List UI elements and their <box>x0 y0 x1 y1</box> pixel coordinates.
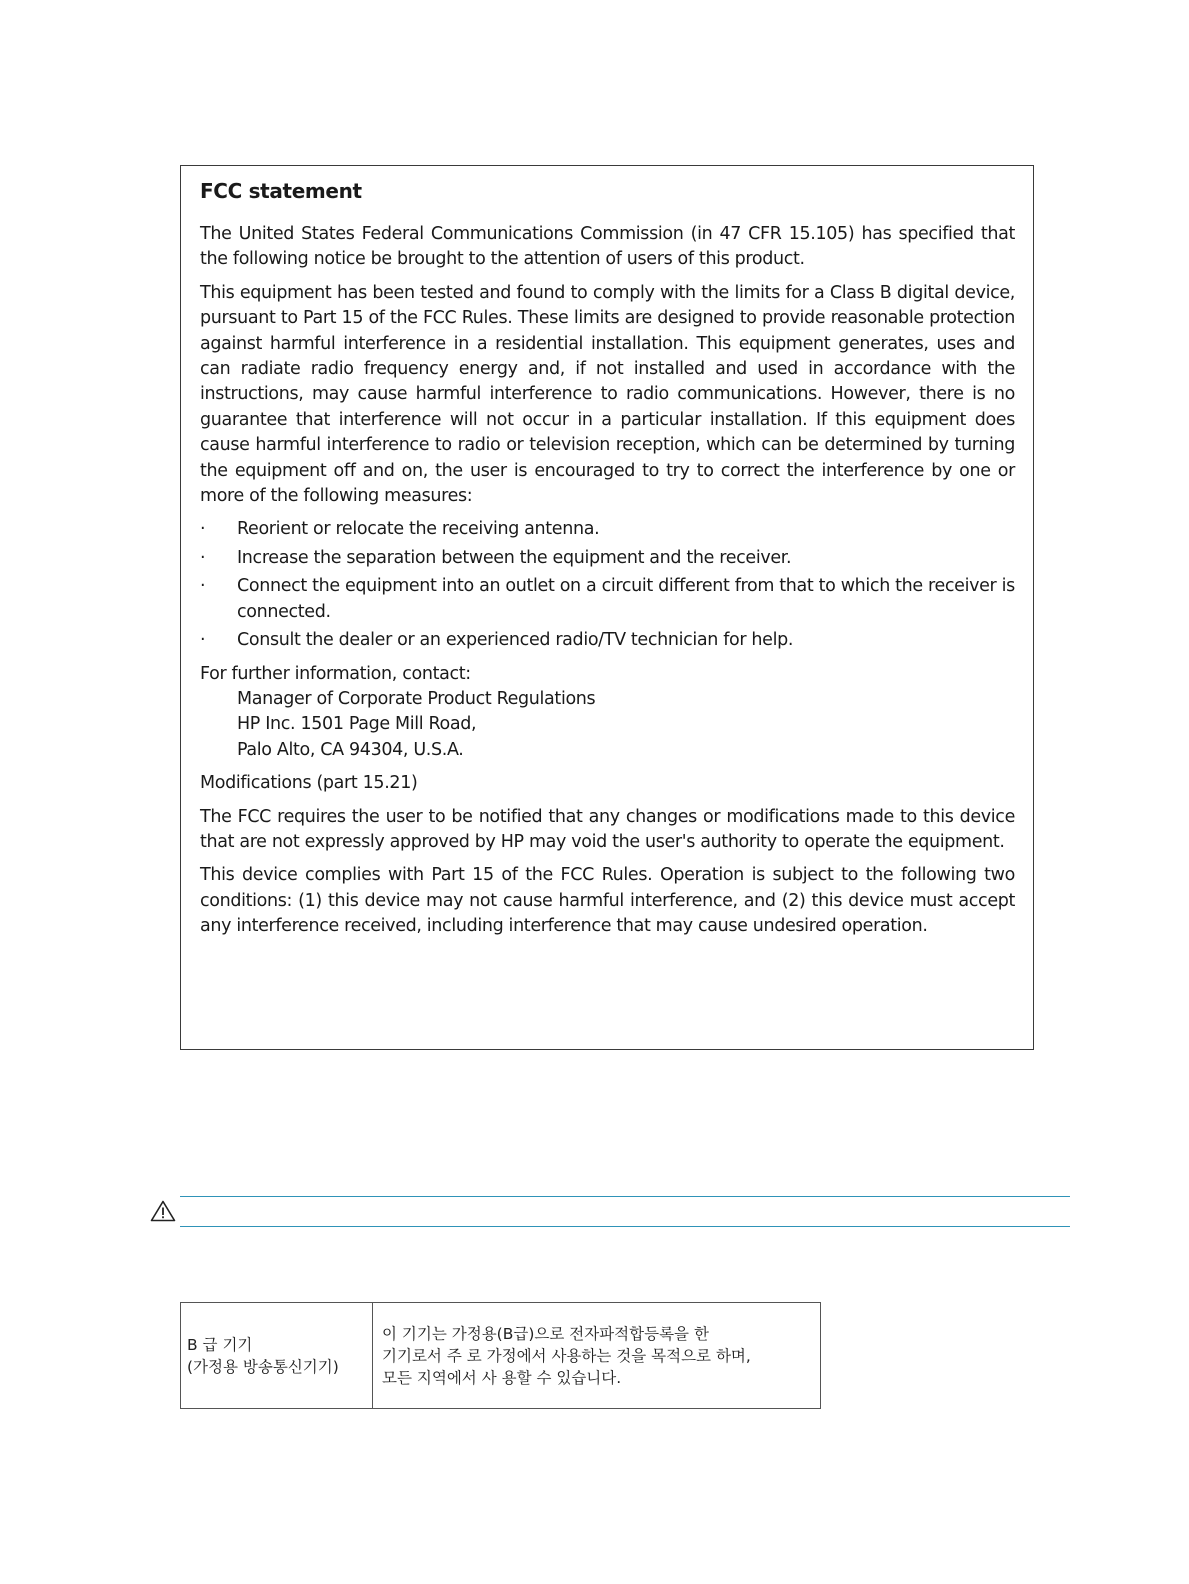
address-line: Manager of Corporate Product Regulations <box>237 688 596 709</box>
list-item <box>200 574 1015 625</box>
bullet-mark: · <box>200 576 206 597</box>
description-line: 모든 지역에서 사 용할 수 있습니다. <box>382 1368 622 1387</box>
fcc-intro-paragraph: The United States Federal Communications Commission (in 47 CFR 15.105) has specified that the following notice be brought to the attention of users of this product. <box>200 224 1015 270</box>
bullet-mark: · <box>200 547 206 568</box>
measure-text: Increase the separation between the equipment and the receiver. <box>237 547 792 568</box>
caution-rule-bottom <box>180 1226 1070 1227</box>
device-class-cell <box>181 1303 373 1409</box>
measures-list <box>200 517 1015 653</box>
warning-triangle-icon <box>150 1200 176 1222</box>
description-line: 기기로서 주 로 가정에서 사용하는 것을 목적으로 하며, <box>382 1346 751 1365</box>
fcc-body-paragraph: This equipment has been tested and found to comply with the limits for a Class B digital device, pursuant to Part 15 of the FCC Rules. These limits are designed to provide reasonable protection against harmful interference in a residential installation. This equipment generates, uses and can radiate radio frequency energy and, if not installed and used in accordance with the instructions, may cause harmful interference to radio communications. However, there is no guarantee that interference will not occur in a particular installation. If this equipment does cause harmful interference to radio or television reception, which can be determined by turning the equipment off and on, the user is encouraged to try to correct the interference by one or more of the following measures: <box>200 282 1015 507</box>
class-line: (가정용 방송통신기기) <box>187 1357 339 1376</box>
modifications-paragraph: The FCC requires the user to be notified that any changes or modifications made to this device that are not expressly approved by HP may void the user's authority to operate the equipment. <box>200 806 1015 852</box>
list-item <box>200 628 1015 653</box>
contact-heading: For further information, contact: <box>200 663 471 684</box>
table-row <box>181 1303 821 1409</box>
modifications-heading: Modifications (part 15.21) <box>200 773 418 794</box>
bullet-mark: · <box>200 519 206 540</box>
description-cell <box>373 1303 821 1409</box>
list-item <box>200 546 1015 571</box>
class-line: B 급 기기 <box>187 1335 253 1354</box>
korea-class-b-table <box>180 1302 821 1409</box>
measure-text: Connect the equipment into an outlet on a circuit different from that to which the receiver is connected. <box>237 576 1015 622</box>
caution-rule-top <box>180 1196 1070 1197</box>
fcc-statement-box <box>180 165 1034 1050</box>
address-line: Palo Alto, CA 94304, U.S.A. <box>237 739 464 760</box>
bullet-mark: · <box>200 630 206 651</box>
fcc-title: FCC statement <box>200 179 362 203</box>
contact-address <box>237 687 1015 763</box>
compliance-paragraph: This device complies with Part 15 of the FCC Rules. Operation is subject to the following two conditions: (1) this device may not cause harmful interference, and (2) this device must accept any interference received, including interference that may cause undesired operation. <box>200 865 1015 937</box>
description-line: 이 기기는 가정용(B급)으로 전자파적합등록을 한 <box>382 1324 709 1343</box>
address-line: HP Inc. 1501 Page Mill Road, <box>237 714 477 735</box>
measure-text: Consult the dealer or an experienced radio/TV technician for help. <box>237 630 794 651</box>
measure-text: Reorient or relocate the receiving antenna. <box>237 519 600 540</box>
list-item <box>200 517 1015 542</box>
